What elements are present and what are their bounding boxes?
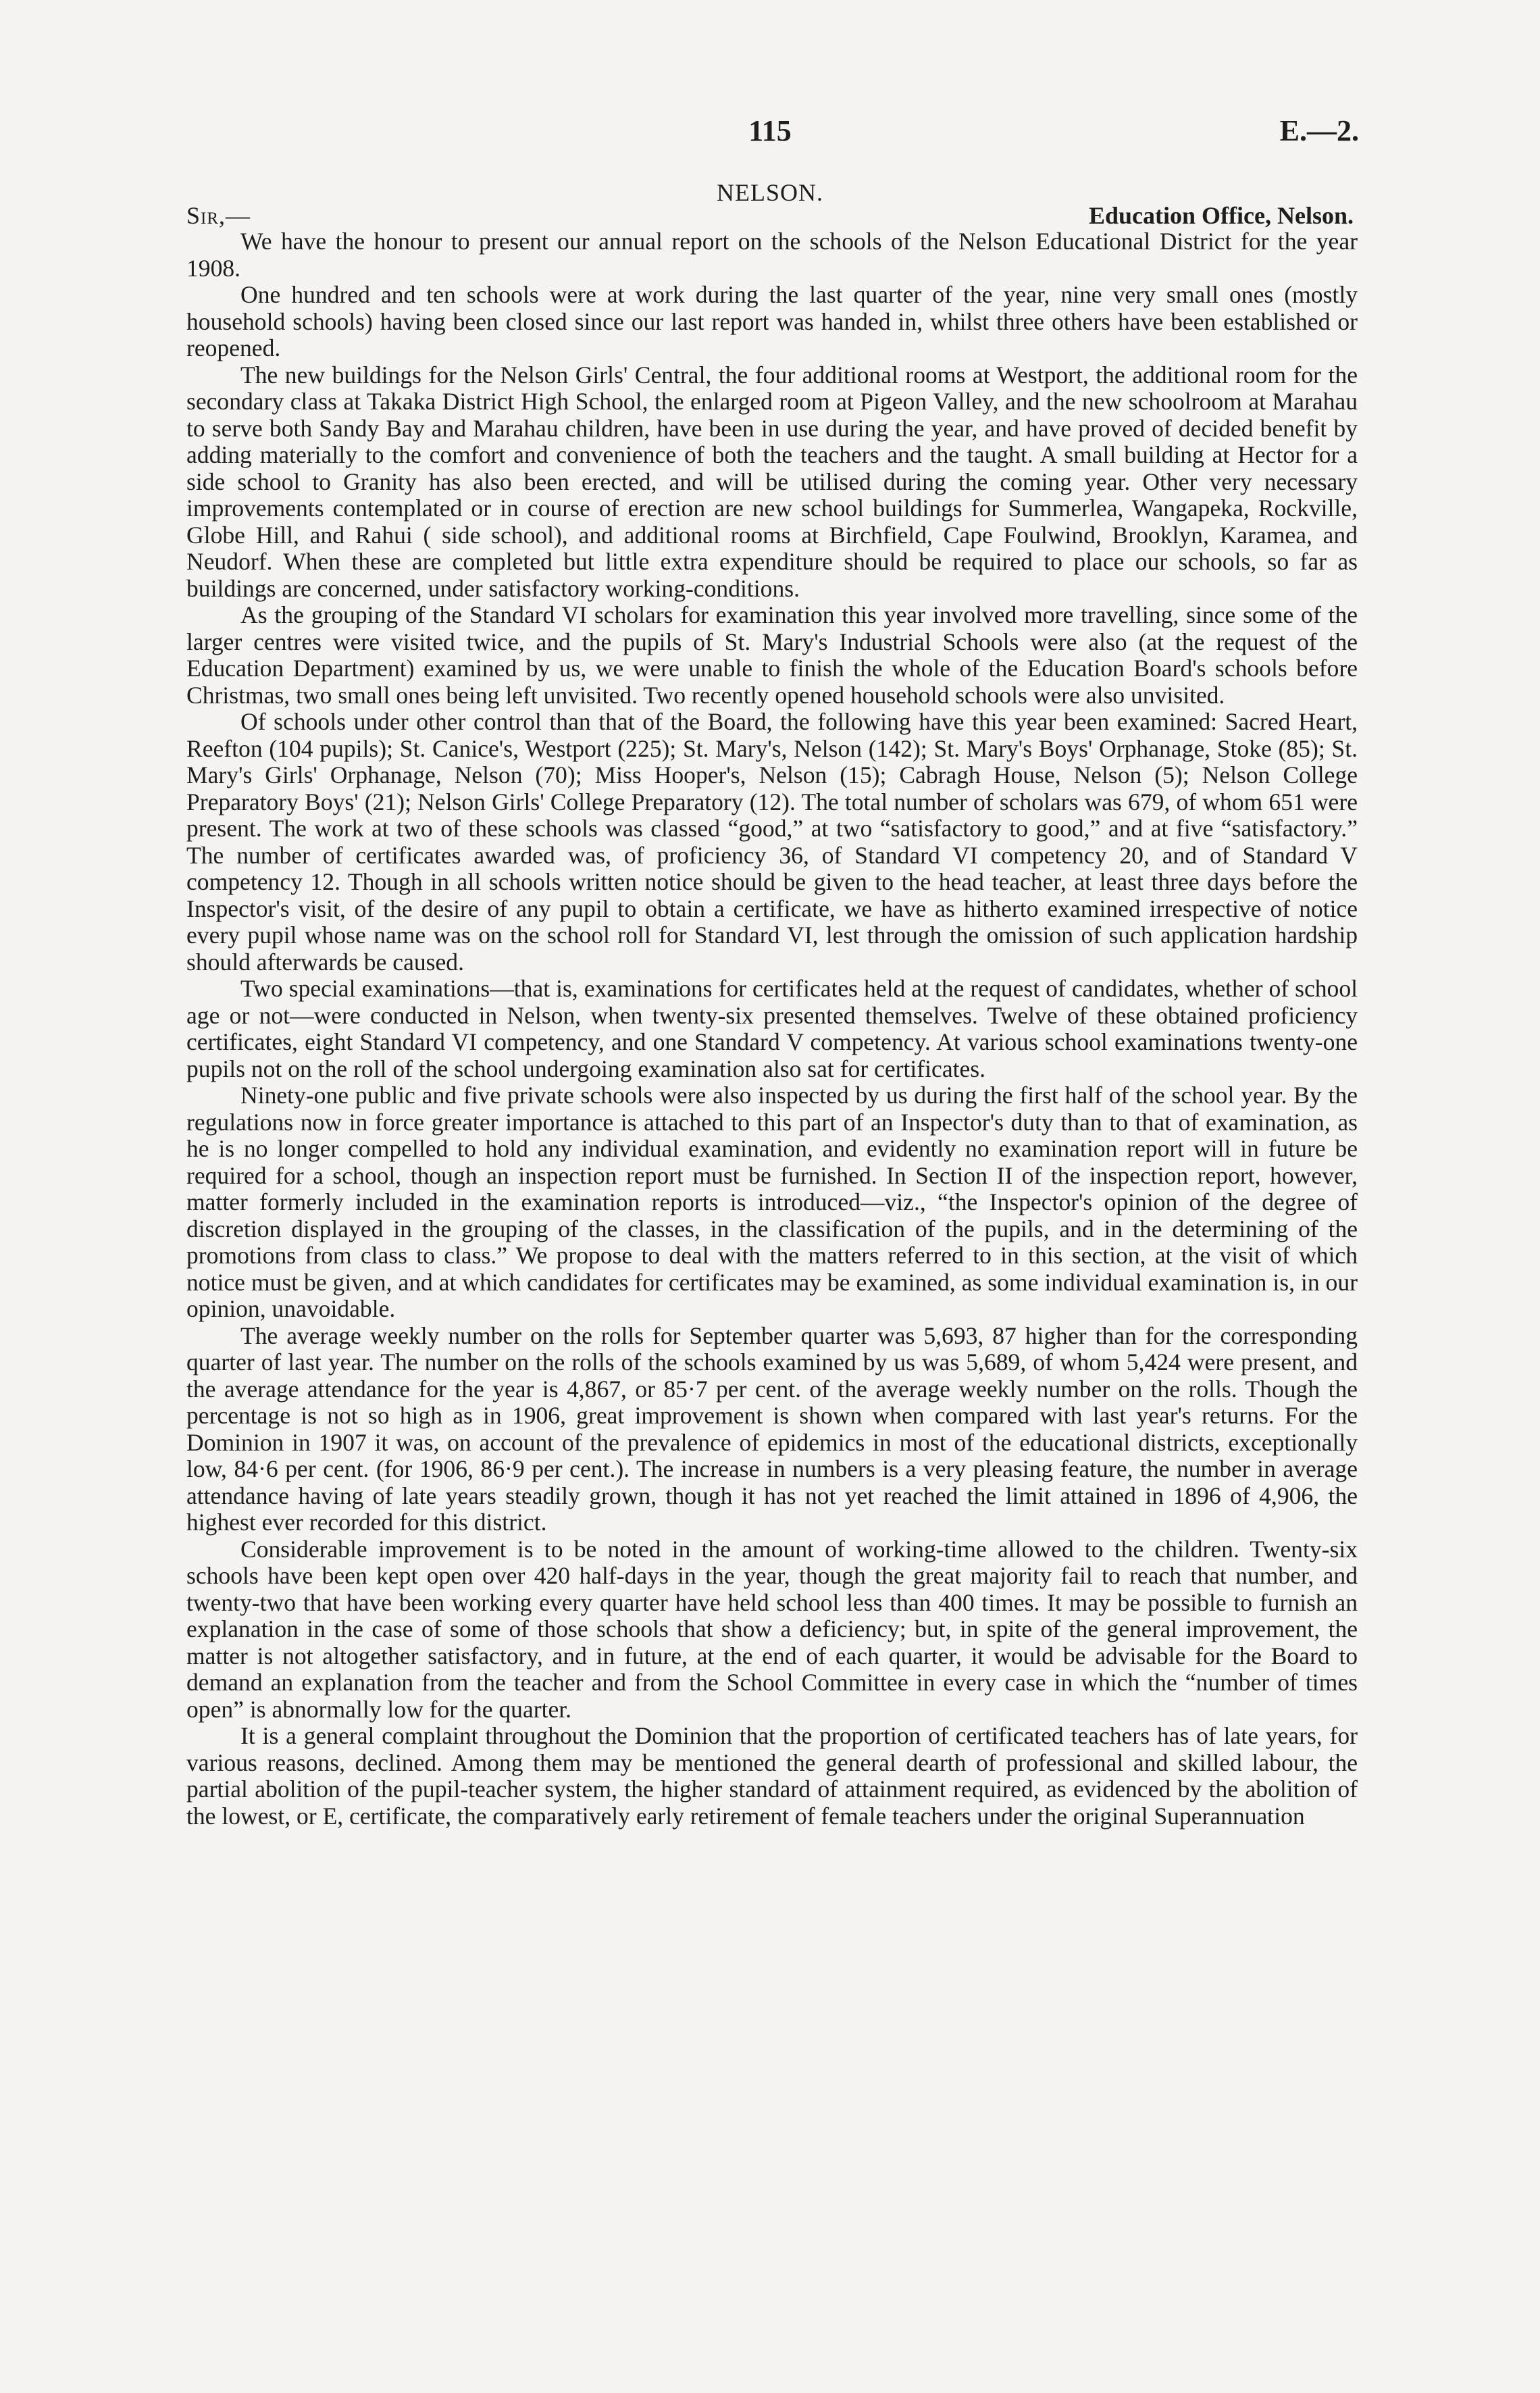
paragraph: The new buildings for the Nelson Girls' Central, the four additional rooms at Westport, the additional room for the secondary class at Takaka District High School, the enlarged room at Pigeon Valley, and the new schoolroom at Marahau to serve both Sandy Bay and Marahau children, have been in use during the year, and have proved of decided benefit by adding materially to the comfort and convenience of both the teachers and the taught. A small building at Hector for a side school to Granity has also been erected, and will be utilised during the coming year. Other very necessary improvements contemplated or in course of erection are new school buildings for Summerlea, Wangapeka, Rockville, Globe Hill, and Rahui ( side school), and additional rooms at Birchfield, Cape Foulwind, Brooklyn, Karamea, and Neudorf. When these are completed but little extra expenditure should be required to place our schools, so far as buildings are concerned, under satisfactory working-conditions. bbox=[186, 361, 1358, 602]
paragraph: Considerable improvement is to be noted in the amount of working-time allowed to the children. Twenty-six schools have been kept open over 420 half-days in the year, though the great majority fail to reach that number, and twenty-two that have been working every quarter have held school less than 400 times. It may be possible to furnish an explanation in the case of some of those schools that show a deficiency; but, in spite of the general improvement, the matter is not altogether satisfactory, and in future, at the end of each quarter, it would be advisable for the Board to demand an explanation from the teacher and from the School Committee in every case in which the “number of times open” is abnormally low for the quarter. bbox=[186, 1535, 1358, 1723]
page-code: E.—2. bbox=[1279, 114, 1359, 147]
paragraph: The average weekly number on the rolls for September quarter was 5,693, 87 higher than for the corresponding quarter of last year. The number on the rolls of the schools examined by us was 5,689, of whom 5,424 were present, and the average attendance for the year is 4,867, or 85·7 per cent. of the average weekly number on the rolls. Though the percentage is not so high as in 1906, great improvement is shown when compared with last year's returns. For the Dominion in 1907 it was, on account of the prevalence of epidemics in most of the educational districts, exceptionally low, 84·6 per cent. (for 1906, 86·9 per cent.). The increase in numbers is a very pleasing feature, the number in average attendance having of late years steadily grown, though it has not yet reached the limit attained in 1896 of 4,906, the highest ever recorded for this district. bbox=[186, 1321, 1358, 1536]
paragraph: It is a general complaint throughout the Dominion that the proportion of certificated teachers has of late years, for various reasons, declined. Among them may be mentioned the general dearth of professional and skilled labour, the partial abolition of the pupil-teacher system, the higher standard of attainment required, as evidenced by the abolition of the lowest, or E, certificate, the comparatively early retirement of female teachers under the original Superannuation bbox=[186, 1722, 1358, 1830]
paragraph: As the grouping of the Standard VI scholars for examination this year involved more travelling, since some of the larger centres were visited twice, and the pupils of St. Mary's Industrial Schools were also (at the request of the Education Department) examined by us, we were unable to finish the whole of the Education Board's schools before Christmas, two small ones being left unvisited. Two recently opened household schools were also unvisited. bbox=[186, 601, 1358, 709]
section-heading: NELSON. bbox=[717, 179, 823, 206]
report-body bbox=[186, 228, 1358, 1830]
paragraph: Of schools under other control than that of the Board, the following have this year been examined: Sacred Heart, Reefton (104 pupils); St. Canice's, Westport (225); St. Mary's, Nelson (142); St. Mary's Boys' Orphanage, Stoke (85); St. Mary's Girls' Orphanage, Nelson (70); Miss Hooper's, Nelson (15); Cabragh House, Nelson (5); Nelson College Preparatory Boys' (21); Nelson Girls' College Preparatory (12). The total number of scholars was 679, of whom 651 were present. The work at two of these schools was classed “good,” at two “satisfactory to good,” and at five “satisfactory.” The number of certificates awarded was, of proficiency 36, of Standard VI competency 20, and of Standard V competency 12. Though in all schools written notice should be given to the head teacher, at least three days before the Inspector's visit, of the desire of any pupil to obtain a certificate, we have as hitherto examined irrespective of notice every pupil whose name was on the school roll for Standard VI, lest through the omission of such application hardship should afterwards be caused. bbox=[186, 708, 1358, 976]
paragraph: We have the honour to present our annual report on the schools of the Nelson Educational District for the year 1908. bbox=[186, 228, 1358, 282]
office-address: Education Office, Nelson. bbox=[1089, 202, 1354, 229]
paragraph: Two special examinations—that is, examinations for certificates held at the request of candidates, whether of school age or not—were conducted in Nelson, when twenty-six presented themselves. Twelve of these obtained proficiency certificates, eight Standard VI competency, and one Standard V competency. At various school examinations twenty-one pupils not on the roll of the school undergoing examination also sat for certificates. bbox=[186, 975, 1358, 1082]
paragraph: One hundred and ten schools were at work during the last quarter of the year, nine very small ones (mostly household schools) having been closed since our last report was handed in, whilst three others have been established or reopened. bbox=[186, 281, 1358, 361]
page-number: 115 bbox=[748, 114, 792, 147]
salutation: Sir,— bbox=[186, 202, 251, 229]
paragraph: Ninety-one public and five private schools were also inspected by us during the first half of the school year. By the regulations now in force greater importance is attached to this part of an Inspector's duty than to that of examination, as he is no longer compelled to hold any individual examination, and evidently no examination report will in future be required for a school, though an inspection report must be furnished. In Section II of the inspection report, however, matter formerly included in the examination reports is introduced—viz., “the Inspector's opinion of the degree of discretion displayed in the grouping of the classes, in the classification of the pupils, and in the determining of the promotions from class to class.” We propose to deal with the matters referred to in this section, at the visit of which notice must be given, and at which candidates for certificates may be examined, as some individual examination is, in our opinion, unavoidable. bbox=[186, 1082, 1358, 1322]
